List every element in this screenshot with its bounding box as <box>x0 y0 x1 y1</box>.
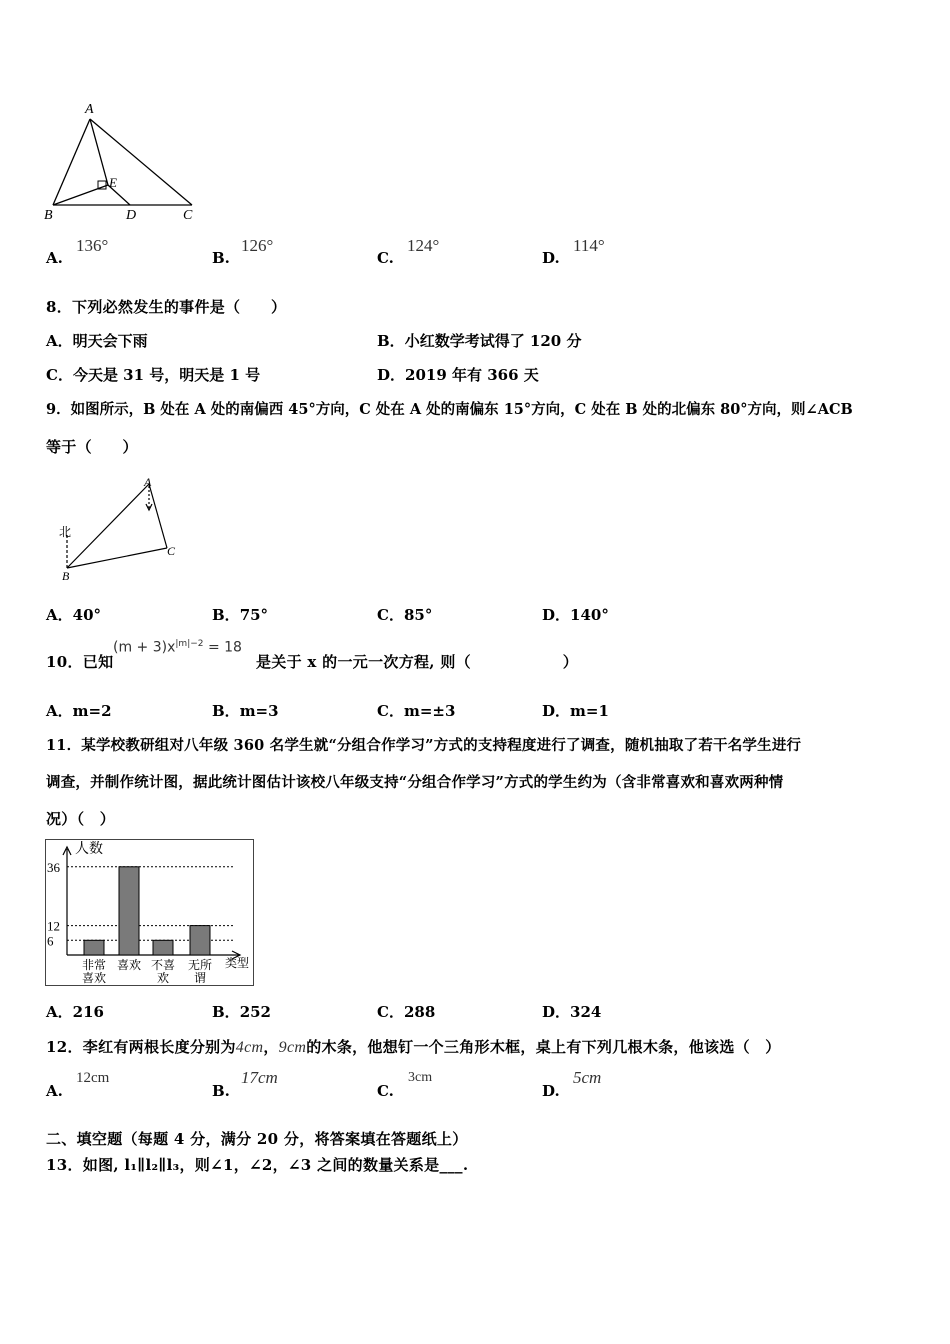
q8-option-a: A．明天会下雨 <box>46 332 148 350</box>
q11-bar-chart <box>45 839 255 987</box>
chart-bar <box>119 867 139 955</box>
q13-stem: 13．如图, l₁∥l₂∥l₃，则∠1，∠2，∠3 之间的数量关系是___. <box>46 1156 469 1174</box>
q9-stem-line1: 9．如图所示，B 处在 A 处的南偏西 45°方向，C 处在 A 处的南偏东 15°方向，C 处在 B 处的北偏东 80°方向，则∠ACB <box>46 401 853 418</box>
q9-label-b: B <box>62 569 70 583</box>
q10-option-d: D．m=1 <box>542 702 609 720</box>
q12-option-d-letter: D. <box>542 1082 560 1100</box>
q10-option-a: A．m=2 <box>46 702 112 720</box>
chart-x-tick-label: 喜欢 <box>116 958 142 972</box>
q11-option-c: C．288 <box>377 1003 436 1021</box>
section2-heading: 二、填空题（每题 4 分，满分 20 分，将答案填在答题纸上） <box>46 1130 468 1148</box>
q10-formula: $(m + 3)x^{|m|-2} = 18$ <box>113 639 242 656</box>
q8-option-c: C．今天是 31 号，明天是 1 号 <box>46 366 261 384</box>
chart-x-tick-label: 欢 <box>156 971 170 985</box>
q9-option-c: C．85° <box>377 606 433 624</box>
chart-y-tick-label: 12 <box>47 918 60 934</box>
q9-option-b: B．75° <box>212 606 269 624</box>
q7-triangle-figure <box>40 95 210 225</box>
q7-option-b-letter: B. <box>212 249 230 267</box>
q9-option-d: D．140° <box>542 606 609 624</box>
chart-x-tick-label: 无所 <box>187 958 213 972</box>
q12-option-d-value: 5cm <box>573 1068 602 1087</box>
chart-bar <box>190 926 210 955</box>
chart-y-label: 人数 <box>75 842 103 857</box>
q9-bearing-figure <box>55 474 185 584</box>
q8-option-b: B．小红数学考试得了 120 分 <box>377 332 582 350</box>
q9-stem-line2: 等于（ ） <box>46 438 138 456</box>
q7-label-b: B <box>44 208 53 223</box>
q9-label-north: 北 <box>59 525 72 539</box>
q12-option-a-letter: A. <box>46 1082 63 1100</box>
q7-label-a: A <box>85 102 94 117</box>
chart-bar <box>84 940 104 955</box>
chart-x-tick-label: 谓 <box>193 971 207 985</box>
q9-label-a: A <box>144 475 152 489</box>
q11-option-b: B．252 <box>212 1003 271 1021</box>
q12-length-2: 9cm <box>278 1039 307 1056</box>
chart-y-tick-label: 36 <box>47 859 60 875</box>
q12-option-b-letter: B. <box>212 1082 230 1100</box>
chart-bar <box>153 940 173 955</box>
q8-stem: 8．下列必然发生的事件是（ ） <box>46 298 287 316</box>
q9-option-a: A．40° <box>46 606 102 624</box>
q7-label-d: D <box>126 208 137 223</box>
q7-label-c: C <box>183 208 193 223</box>
q7-option-a-value: 136° <box>76 236 109 255</box>
chart-frame <box>46 840 254 986</box>
q9-label-c: C <box>167 544 176 558</box>
q7-label-e: E <box>109 175 117 190</box>
q12-option-a-value: 12cm <box>76 1070 110 1086</box>
q11-stem-line1: 11．某学校教研组对八年级 360 名学生就“分组合作学习”方式的支持程度进行了调查，随机抽取了若干名学生进行 <box>46 737 802 754</box>
q12-option-c-letter: C. <box>377 1082 394 1100</box>
q7-option-d-letter: D. <box>542 249 560 267</box>
q8-option-d: D．2019 年有 366 天 <box>377 366 539 384</box>
q7-option-b-value: 126° <box>241 236 274 255</box>
q10-suffix: 是关于 x 的一元一次方程, 则（ ） <box>256 653 579 671</box>
chart-x-tick-label: 喜欢 <box>81 971 107 985</box>
q7-option-a-letter: A. <box>46 249 63 267</box>
q11-option-a: A．216 <box>46 1003 104 1021</box>
chart-x-tick-label: 不喜 <box>150 958 176 972</box>
q10-option-b: B．m=3 <box>212 702 279 720</box>
q11-stem-line2: 调查，并制作统计图，据此统计图估计该校八年级支持“分组合作学习”方式的学生约为（含非常喜欢和喜欢两种情 <box>46 774 784 791</box>
q11-option-d: D．324 <box>542 1003 602 1021</box>
q12-length-1: 4cm <box>235 1039 264 1056</box>
chart-x-label: 类型 <box>225 956 250 970</box>
q7-option-d-value: 114° <box>573 236 605 255</box>
q12-option-b-value: 17cm <box>241 1068 278 1087</box>
q12-option-c-value: 3cm <box>408 1070 433 1085</box>
chart-y-tick-label: 6 <box>47 933 54 949</box>
q10-prefix: 10．已知 <box>46 653 114 671</box>
q7-option-c-letter: C. <box>377 249 394 267</box>
q12-stem: 12．李红有两根长度分别为4cm，9cm的木条，他想钉一个三角形木框，桌上有下列几根木条，他该选（ ） <box>46 1038 781 1056</box>
q7-option-c-value: 124° <box>407 236 440 255</box>
q11-stem-line3: 况）（ ） <box>46 810 116 828</box>
chart-x-tick-label: 非常 <box>81 958 107 972</box>
q10-option-c: C．m=±3 <box>377 702 456 720</box>
